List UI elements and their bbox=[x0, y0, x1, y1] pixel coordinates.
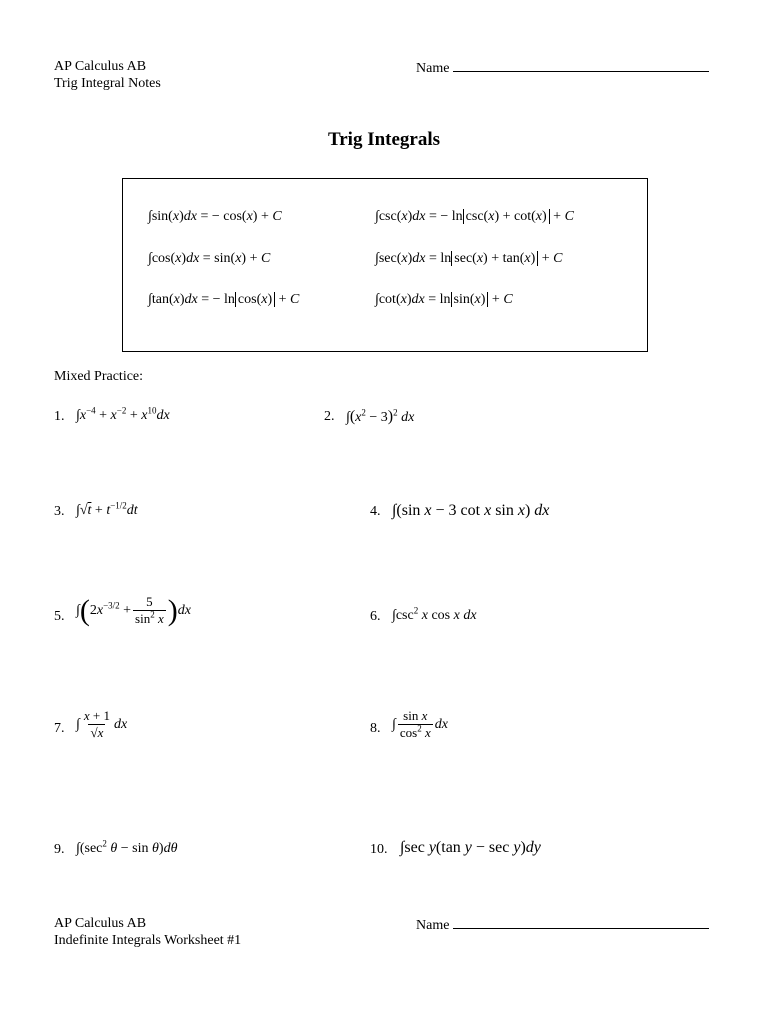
problem-number-3: 3. bbox=[54, 504, 65, 519]
formula-sec: ∫sec(x)dx = ln sec(x) + tan(x) + C bbox=[375, 251, 563, 266]
problem-expression-3: $\int√t + t^{-1/2}dt$ bbox=[76, 500, 138, 518]
problem-number-2: 2. bbox=[324, 409, 335, 424]
page-title: Trig Integrals bbox=[327, 129, 441, 150]
problem-expression-10: ∫sec y(tan y − sec y)dy bbox=[400, 839, 541, 856]
footer-name-line bbox=[453, 915, 709, 929]
name-label: Name bbox=[416, 61, 450, 76]
course-title: AP Calculus AB bbox=[54, 59, 147, 74]
footer-name-label: Name bbox=[416, 918, 450, 933]
problem-number-4: 4. bbox=[370, 504, 381, 519]
name-field bbox=[416, 58, 709, 77]
footer-worksheet-title: Indefinite Integrals Worksheet #1 bbox=[54, 933, 242, 948]
footer-name-field bbox=[416, 915, 709, 934]
problem-expression-2: $\int(x^2 - 3)^2$ dx bbox=[346, 407, 415, 425]
problem-expression-6: $\int\csc^2$ x cos x dx bbox=[392, 605, 477, 623]
problem-expression-5: ∫ ( $2x^{-3/2}$ + $\frac{5}{\sin^2 x}$ ) dx bbox=[76, 593, 191, 627]
problem-expression-1: $\int x^{-4} + x^{-2} + x^{10}dx$ bbox=[76, 405, 170, 423]
problem-expression-4: ∫(sin x − 3 cot x sin x) dx bbox=[392, 502, 550, 519]
notes-subtitle: Trig Integral Notes bbox=[54, 76, 161, 91]
formula-tan: ∫tan(x)dx = − ln cos(x) + C bbox=[148, 292, 300, 307]
formula-cot: ∫cot(x)dx = ln sin(x) + C bbox=[375, 292, 513, 307]
formula-sin: ∫sin(x)dx = − cos(x) + C bbox=[148, 209, 282, 224]
problem-number-5: 5. bbox=[54, 609, 65, 624]
problem-number-9: 9. bbox=[54, 842, 65, 857]
formula-cos: ∫cos(x)dx = sin(x) + C bbox=[148, 251, 271, 266]
section-label: Mixed Practice: bbox=[54, 369, 144, 384]
problem-number-8: 8. bbox=[370, 721, 381, 736]
name-line bbox=[453, 58, 709, 72]
problem-expression-7: ∫ $\frac{x + 1}{√x}$ dx bbox=[76, 708, 128, 740]
problem-expression-9: $\int(\sec^2$ θ − sin θ)dθ bbox=[76, 838, 178, 856]
formula-csc: ∫csc(x)dx = − ln csc(x) + cot(x) + C bbox=[375, 209, 574, 224]
problem-expression-8: ∫ $\frac{\text{sin x}}{\cos^2 x}$ dx bbox=[392, 708, 448, 740]
problem-number-7: 7. bbox=[54, 721, 65, 736]
footer-course-title: AP Calculus AB bbox=[54, 916, 147, 931]
problem-number-10: 10. bbox=[370, 842, 388, 857]
problem-number-1: 1. bbox=[54, 409, 65, 424]
problem-number-6: 6. bbox=[370, 609, 381, 624]
